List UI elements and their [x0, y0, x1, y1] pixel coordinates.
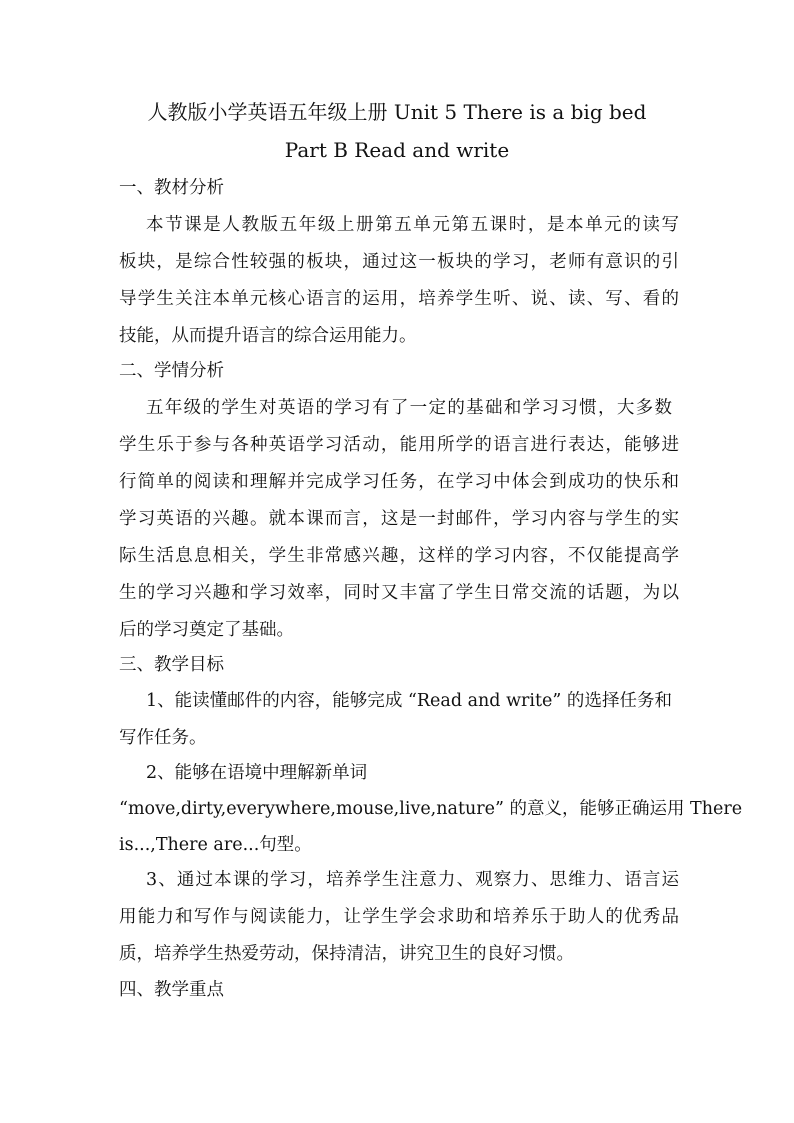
goal-line: is...,There are...句型。 [119, 835, 312, 855]
paragraph-line: 导学生关注本单元核心语言的运用，培养学生听、说、读、写、看的 [119, 289, 679, 309]
section-heading-key-points: 四、教学重点 [119, 980, 224, 1000]
paragraph-line: 学习英语的兴趣。就本课而言，这是一封邮件，学习内容与学生的实 [119, 509, 679, 529]
goal-line: 质，培养学生热爱劳动，保持清洁，讲究卫生的良好习惯。 [119, 944, 574, 964]
paragraph-line: 后的学习奠定了基础。 [119, 620, 294, 640]
goal-line: 用能力和写作与阅读能力，让学生学会求助和培养乐于助人的优秀品 [119, 907, 679, 927]
goal-line: 1、能读懂邮件的内容，能够完成 “Read and write” 的选择任务和 [146, 691, 672, 711]
section-heading-learner-analysis: 二、学情分析 [119, 361, 224, 381]
document-title: 人教版小学英语五年级上册 Unit 5 There is a big bed [147, 100, 647, 124]
paragraph-line: 板块，是综合性较强的板块，通过这一板块的学习，老师有意识的引 [119, 252, 679, 272]
paragraph-line: 本节课是人教版五年级上册第五单元第五课时，是本单元的读写 [146, 215, 679, 235]
paragraph-line: 生的学习兴趣和学习效率，同时又丰富了学生日常交流的话题，为以 [119, 583, 679, 603]
paragraph-line: 行简单的阅读和理解并完成学习任务，在学习中体会到成功的快乐和 [119, 472, 679, 492]
section-heading-textbook-analysis: 一、教材分析 [119, 178, 224, 198]
paragraph-line: 技能，从而提升语言的综合运用能力。 [119, 326, 417, 346]
paragraph-line: 际生活息息相关，学生非常感兴趣，这样的学习内容，不仅能提高学 [119, 546, 679, 566]
section-heading-teaching-goals: 三、教学目标 [119, 655, 224, 675]
goal-line: 写作任务。 [119, 728, 207, 748]
goal-line: “move,dirty,everywhere,mouse,live,nature” 的意义，能够正确运用 There [119, 799, 743, 819]
paragraph-line: 学生乐于参与各种英语学习活动，能用所学的语言进行表达，能够进 [119, 435, 679, 455]
document-subtitle: Part B Read and write [284, 138, 510, 162]
paragraph-line: 五年级的学生对英语的学习有了一定的基础和学习习惯，大多数 [146, 398, 672, 418]
goal-line: 2、能够在语境中理解新单词 [146, 763, 368, 783]
goal-line: 3、通过本课的学习，培养学生注意力、观察力、思维力、语言运 [146, 870, 679, 890]
